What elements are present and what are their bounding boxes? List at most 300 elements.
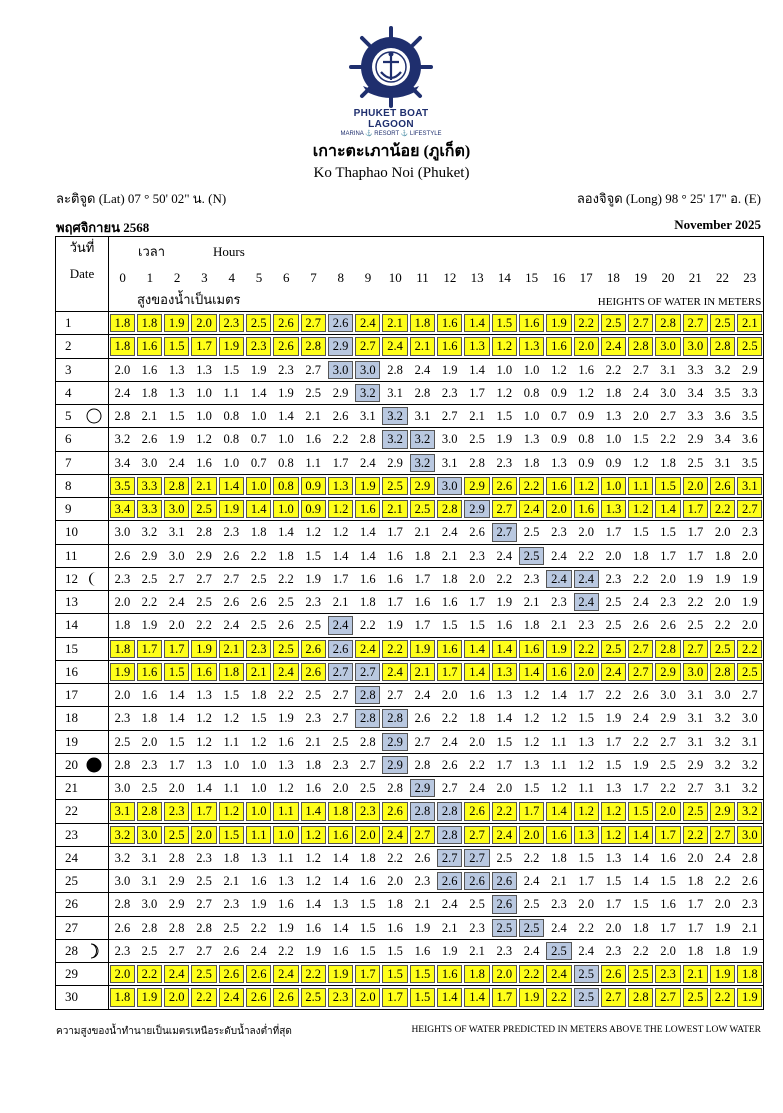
height-value: 2.2 [578, 920, 594, 935]
height-value: 3.0 [332, 362, 349, 377]
station-title-english: Ko Thaphao Noi (Phuket) [313, 165, 470, 181]
height-cell [109, 358, 136, 381]
height-cell [163, 753, 190, 776]
height-cell [545, 405, 572, 428]
height-value: 1.2 [523, 688, 540, 703]
height-cell [436, 544, 463, 567]
height-cell [654, 963, 681, 986]
height-cell [709, 312, 736, 335]
height-value: 2.7 [223, 571, 240, 586]
height-value: 1.5 [360, 943, 376, 958]
height-value: 3.1 [141, 874, 158, 889]
height-value: 1.7 [605, 525, 622, 540]
height-value: 1.5 [632, 432, 649, 447]
height-cell [109, 730, 136, 753]
height-value: 2.4 [360, 641, 376, 656]
table-row [56, 567, 764, 590]
height-value: 2.5 [605, 641, 622, 656]
height-value: 1.7 [687, 548, 704, 563]
height-cell [682, 660, 709, 683]
height-cell [463, 381, 490, 404]
height-value: 3.1 [742, 734, 758, 749]
date-cell [56, 544, 109, 567]
height-cell [218, 312, 245, 335]
height-cell [272, 870, 299, 893]
height-value: 2.8 [632, 339, 649, 354]
height-cell [518, 800, 545, 823]
height-value: 1.4 [551, 688, 567, 703]
height-cell [327, 939, 354, 962]
height-cell [463, 777, 490, 800]
height-value: 0.8 [278, 478, 294, 493]
height-value: 2.4 [387, 827, 403, 842]
height-value: 1.8 [660, 455, 676, 470]
height-value: 1.3 [469, 339, 485, 354]
height-cell [627, 312, 654, 335]
height-value: 2.3 [469, 920, 485, 935]
height-value: 2.1 [305, 734, 322, 749]
height-cell [491, 405, 518, 428]
height-cell [245, 800, 272, 823]
height-value: 1.5 [168, 339, 185, 354]
height-value: 2.2 [360, 618, 376, 633]
height-cell [190, 498, 217, 521]
height-value: 2.8 [360, 734, 376, 749]
height-cell [354, 846, 381, 869]
height-cell [136, 637, 163, 660]
height-value: 1.2 [223, 804, 240, 819]
height-cell [300, 823, 327, 846]
height-cell [736, 567, 764, 590]
height-cell [600, 498, 627, 521]
height-value: 1.7 [687, 897, 704, 912]
height-value: 3.2 [387, 432, 403, 447]
height-cell [736, 684, 764, 707]
height-cell [545, 614, 572, 637]
height-value: 1.4 [168, 688, 185, 703]
height-value: 2.3 [414, 874, 431, 889]
height-value: 0.9 [305, 502, 322, 517]
height-cell [354, 474, 381, 497]
height-value: 1.8 [441, 571, 458, 586]
footnote-english: HEIGHTS OF WATER PREDICTED IN METERS ABOVE THE LOWEST LOW WATER [411, 1025, 761, 1035]
height-value: 2.8 [742, 850, 758, 865]
height-value: 1.6 [305, 781, 322, 796]
day-number: 19 [65, 733, 78, 749]
first-moon-icon [86, 571, 102, 587]
height-cell [327, 777, 354, 800]
height-cell [409, 730, 436, 753]
height-cell [163, 916, 190, 939]
hour-label: 1 [146, 270, 154, 285]
hour-label: 7 [310, 270, 317, 285]
height-cell [245, 637, 272, 660]
table-row [56, 800, 764, 823]
height-cell [436, 986, 463, 1009]
height-value: 2.1 [414, 897, 431, 912]
height-cell [272, 544, 299, 567]
height-cell [163, 567, 190, 590]
height-value: 1.7 [687, 502, 704, 517]
height-value: 2.6 [223, 967, 240, 982]
hours-label: Hours [213, 244, 245, 259]
height-value: 1.8 [332, 804, 349, 819]
height-value: 2.2 [305, 967, 322, 982]
height-value: 2.7 [714, 827, 731, 842]
height-value: 1.8 [360, 595, 376, 610]
height-value: 2.7 [469, 850, 485, 865]
height-cell [163, 730, 190, 753]
height-cell [573, 521, 600, 544]
day-number: 18 [65, 710, 78, 726]
height-value: 1.4 [196, 781, 212, 796]
height-cell [709, 567, 736, 590]
height-value: 2.0 [496, 781, 513, 796]
table-row [56, 846, 764, 869]
height-value: 3.0 [441, 478, 458, 493]
height-cell [381, 358, 408, 381]
height-cell [491, 451, 518, 474]
height-cell [600, 591, 627, 614]
height-value: 1.7 [387, 595, 403, 610]
height-cell [409, 614, 436, 637]
height-cell [736, 916, 764, 939]
height-cell [354, 777, 381, 800]
height-value: 3.1 [687, 734, 704, 749]
height-value: 1.5 [360, 920, 376, 935]
height-cell [709, 963, 736, 986]
height-cell [381, 521, 408, 544]
height-value: 2.7 [387, 688, 403, 703]
height-cell [709, 591, 736, 614]
height-cell [190, 614, 217, 637]
height-cell [163, 707, 190, 730]
height-cell [218, 660, 245, 683]
date-cell [56, 312, 109, 335]
height-value: 1.0 [196, 409, 212, 424]
day-number: 22 [65, 803, 78, 819]
height-cell [327, 730, 354, 753]
height-value: 2.5 [714, 641, 731, 656]
height-cell [436, 939, 463, 962]
height-cell [518, 637, 545, 660]
height-value: 2.2 [687, 827, 704, 842]
height-cell [545, 986, 572, 1009]
height-cell [545, 498, 572, 521]
height-cell [272, 381, 299, 404]
height-value: 1.2 [250, 734, 267, 749]
date-cell [56, 777, 109, 800]
height-cell [163, 614, 190, 637]
height-value: 1.9 [742, 990, 758, 1005]
day-number: 8 [65, 477, 72, 493]
height-value: 2.5 [469, 432, 485, 447]
height-cell [436, 963, 463, 986]
height-cell [327, 405, 354, 428]
hour-label: 0 [119, 270, 126, 285]
height-cell [381, 637, 408, 660]
height-value: 3.0 [141, 897, 158, 912]
height-cell [463, 707, 490, 730]
height-value: 1.3 [332, 478, 349, 493]
day-number: 27 [65, 919, 78, 935]
height-value: 1.5 [496, 409, 513, 424]
height-cell [491, 428, 518, 451]
height-cell [518, 358, 545, 381]
height-cell [300, 567, 327, 590]
height-cell [545, 660, 572, 683]
height-value: 1.5 [469, 618, 485, 633]
hour-label: 23 [743, 270, 757, 285]
height-cell [136, 800, 163, 823]
height-value: 1.2 [278, 781, 294, 796]
height-cell [190, 358, 217, 381]
height-cell [218, 684, 245, 707]
height-cell [272, 939, 299, 962]
date-cell [56, 381, 109, 404]
height-cell [518, 498, 545, 521]
date-cell [56, 521, 109, 544]
height-cell [573, 474, 600, 497]
height-value: 2.7 [660, 990, 676, 1005]
height-value: 3.2 [360, 385, 376, 400]
height-value: 2.7 [332, 711, 349, 726]
height-cell [409, 846, 436, 869]
height-cell [736, 335, 764, 358]
height-value: 2.0 [114, 595, 131, 610]
height-cell [545, 335, 572, 358]
height-value: 3.2 [387, 409, 403, 424]
height-cell [627, 498, 654, 521]
height-value: 2.0 [332, 781, 349, 796]
height-cell [218, 916, 245, 939]
height-value: 1.6 [523, 641, 540, 656]
height-cell [463, 823, 490, 846]
height-value: 1.3 [605, 409, 622, 424]
height-cell [245, 823, 272, 846]
height-cell [381, 498, 408, 521]
height-cell [682, 312, 709, 335]
height-cell [354, 870, 381, 893]
height-value: 1.7 [141, 641, 158, 656]
height-value: 2.1 [469, 409, 485, 424]
height-cell [109, 637, 136, 660]
height-cell [545, 428, 572, 451]
height-value: 2.0 [605, 920, 622, 935]
height-cell [627, 730, 654, 753]
height-value: 2.7 [660, 409, 676, 424]
height-value: 2.3 [469, 548, 485, 563]
height-value: 2.3 [578, 618, 594, 633]
height-cell [381, 312, 408, 335]
height-value: 2.2 [278, 943, 294, 958]
height-cell [190, 405, 217, 428]
height-value: 1.6 [414, 943, 431, 958]
height-value: 2.5 [605, 595, 622, 610]
height-value: 1.5 [250, 711, 267, 726]
height-value: 2.5 [305, 385, 322, 400]
height-value: 1.5 [414, 990, 431, 1005]
height-cell [300, 451, 327, 474]
height-value: 1.1 [278, 804, 294, 819]
height-value: 1.2 [632, 455, 649, 470]
height-cell [272, 846, 299, 869]
height-value: 1.5 [305, 548, 322, 563]
height-value: 1.6 [441, 595, 458, 610]
date-cell [56, 986, 109, 1009]
height-value: 1.6 [305, 432, 322, 447]
height-cell [300, 684, 327, 707]
height-cell [136, 730, 163, 753]
hour-label: 18 [606, 270, 620, 285]
height-value: 2.8 [360, 711, 376, 726]
height-value: 2.3 [496, 455, 513, 470]
height-value: 2.4 [523, 874, 540, 889]
height-value: 2.1 [250, 664, 267, 679]
height-value: 2.2 [551, 990, 567, 1005]
height-value: 1.7 [632, 781, 649, 796]
height-cell [381, 893, 408, 916]
height-value: 3.2 [742, 781, 758, 796]
height-cell [573, 730, 600, 753]
height-cell [327, 660, 354, 683]
height-cell [300, 660, 327, 683]
height-cell [654, 567, 681, 590]
height-cell [491, 823, 518, 846]
height-value: 2.6 [496, 874, 513, 889]
height-cell [136, 335, 163, 358]
hour-label: 17 [579, 270, 593, 285]
height-cell [491, 474, 518, 497]
height-cell [218, 335, 245, 358]
date-cell [56, 451, 109, 474]
height-value: 1.8 [305, 757, 322, 772]
height-value: 0.9 [305, 478, 322, 493]
height-value: 1.0 [523, 362, 540, 377]
height-value: 2.0 [742, 618, 758, 633]
height-value: 2.0 [168, 781, 185, 796]
height-cell [491, 660, 518, 683]
height-value: 3.1 [714, 455, 731, 470]
height-value: 1.4 [250, 385, 267, 400]
height-cell [545, 707, 572, 730]
height-value: 2.2 [196, 990, 212, 1005]
height-value: 1.8 [114, 618, 131, 633]
heights-label-english: HEIGHTS OF WATER IN METERS [597, 296, 762, 308]
height-cell [272, 567, 299, 590]
height-cell [381, 823, 408, 846]
height-cell [245, 753, 272, 776]
height-value: 1.8 [742, 967, 758, 982]
height-value: 2.6 [278, 990, 294, 1005]
height-value: 0.7 [250, 432, 267, 447]
height-cell [245, 893, 272, 916]
height-value: 1.9 [714, 571, 731, 586]
height-cell [627, 939, 654, 962]
height-value: 1.7 [196, 339, 212, 354]
height-value: 1.2 [578, 804, 594, 819]
height-value: 1.7 [605, 734, 622, 749]
height-cell [491, 335, 518, 358]
height-value: 3.0 [360, 362, 376, 377]
height-cell [518, 521, 545, 544]
table-row [56, 428, 764, 451]
height-cell [573, 753, 600, 776]
height-cell [436, 614, 463, 637]
height-value: 2.7 [605, 990, 622, 1005]
height-cell [518, 893, 545, 916]
height-value: 2.0 [360, 990, 376, 1005]
height-cell [163, 591, 190, 614]
height-value: 2.3 [660, 967, 676, 982]
table-row [56, 963, 764, 986]
height-cell [381, 591, 408, 614]
hour-label: 10 [388, 270, 402, 285]
height-value: 1.8 [223, 664, 240, 679]
height-cell [627, 474, 654, 497]
height-value: 2.0 [578, 525, 594, 540]
height-value: 1.8 [114, 316, 131, 331]
height-cell [163, 637, 190, 660]
height-value: 1.9 [441, 362, 458, 377]
height-value: 2.5 [278, 641, 294, 656]
height-cell [218, 521, 245, 544]
height-cell [163, 800, 190, 823]
height-cell [300, 800, 327, 823]
height-cell [354, 358, 381, 381]
height-cell [136, 939, 163, 962]
height-value: 1.6 [578, 502, 594, 517]
table-row [56, 637, 764, 660]
height-value: 2.6 [441, 757, 458, 772]
height-value: 2.5 [687, 618, 704, 633]
height-cell [518, 730, 545, 753]
height-value: 1.2 [196, 711, 212, 726]
height-value: 2.5 [632, 967, 649, 982]
height-value: 1.5 [660, 874, 676, 889]
height-value: 0.9 [578, 455, 594, 470]
height-value: 1.9 [141, 618, 158, 633]
height-cell [218, 963, 245, 986]
height-value: 2.3 [332, 757, 349, 772]
height-cell [163, 474, 190, 497]
height-cell [463, 312, 490, 335]
height-cell [545, 916, 572, 939]
height-cell [491, 707, 518, 730]
height-cell [245, 684, 272, 707]
height-cell [709, 428, 736, 451]
height-value: 2.6 [414, 850, 431, 865]
height-cell [627, 521, 654, 544]
height-value: 2.5 [305, 618, 322, 633]
date-cell [56, 916, 109, 939]
height-cell [545, 474, 572, 497]
height-value: 2.6 [660, 618, 676, 633]
height-cell [218, 707, 245, 730]
height-cell [463, 870, 490, 893]
height-value: 1.1 [578, 781, 594, 796]
height-cell [627, 335, 654, 358]
height-value: 1.2 [223, 711, 240, 726]
height-value: 1.1 [278, 850, 294, 865]
table-row [56, 381, 764, 404]
height-value: 1.4 [551, 804, 567, 819]
height-cell [627, 846, 654, 869]
height-cell [600, 381, 627, 404]
height-cell [327, 335, 354, 358]
height-cell [409, 707, 436, 730]
height-cell [109, 544, 136, 567]
